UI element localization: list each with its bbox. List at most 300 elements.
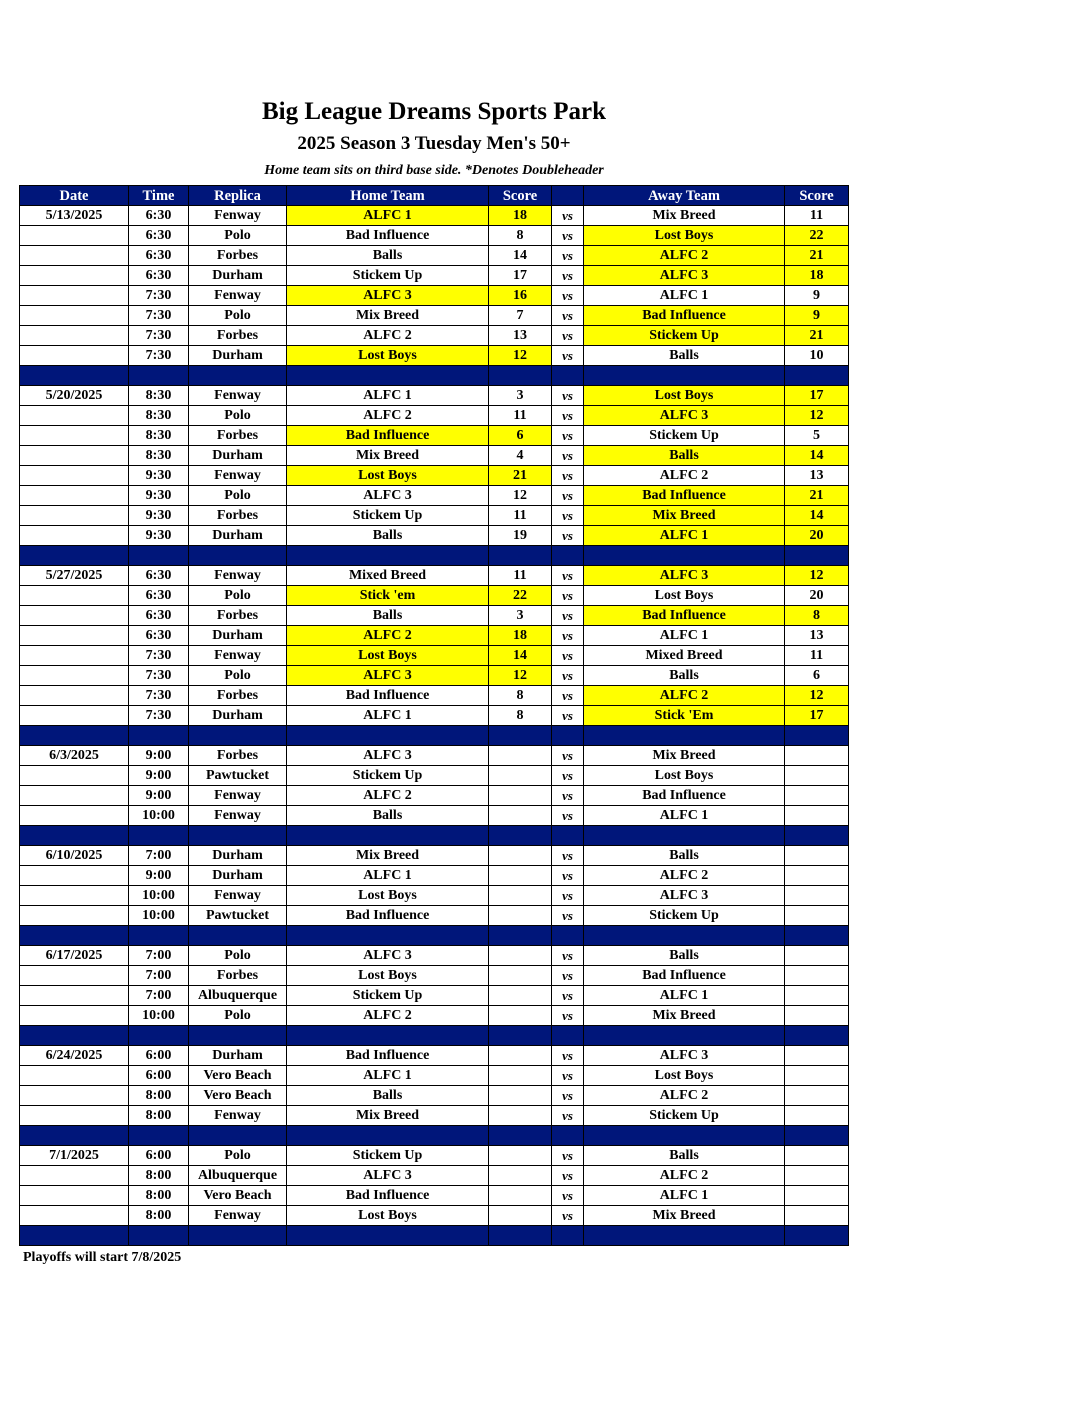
vs-cell: vs bbox=[552, 266, 584, 286]
away-score-cell bbox=[785, 766, 849, 786]
away-score-cell: 10 bbox=[785, 346, 849, 366]
table-row bbox=[20, 206, 849, 226]
replica-cell: Durham bbox=[189, 706, 287, 726]
home-team-cell: ALFC 2 bbox=[287, 1006, 489, 1026]
replica-cell: Fenway bbox=[189, 386, 287, 406]
col-header-time: Time bbox=[129, 186, 189, 206]
separator-cell bbox=[20, 926, 129, 946]
separator-cell bbox=[287, 366, 489, 386]
time-cell: 7:00 bbox=[129, 986, 189, 1006]
table-row bbox=[20, 286, 849, 306]
separator-cell bbox=[189, 1026, 287, 1046]
replica-cell: Forbes bbox=[189, 686, 287, 706]
date-cell bbox=[20, 666, 129, 686]
home-score-cell bbox=[489, 886, 552, 906]
date-cell bbox=[20, 1086, 129, 1106]
away-team-cell: Mix Breed bbox=[584, 206, 785, 226]
separator-cell bbox=[489, 926, 552, 946]
table-row bbox=[20, 266, 849, 286]
table-row bbox=[20, 906, 849, 926]
away-team-cell: Stickem Up bbox=[584, 426, 785, 446]
home-score-cell: 14 bbox=[489, 246, 552, 266]
separator-cell bbox=[584, 926, 785, 946]
date-cell: 6/3/2025 bbox=[20, 746, 129, 766]
away-team-cell: Bad Influence bbox=[584, 606, 785, 626]
date-cell bbox=[20, 226, 129, 246]
vs-cell: vs bbox=[552, 226, 584, 246]
away-score-cell: 20 bbox=[785, 586, 849, 606]
away-score-cell bbox=[785, 886, 849, 906]
home-score-cell: 22 bbox=[489, 586, 552, 606]
table-row bbox=[20, 426, 849, 446]
time-cell: 7:30 bbox=[129, 286, 189, 306]
replica-cell: Fenway bbox=[189, 1206, 287, 1226]
vs-cell: vs bbox=[552, 486, 584, 506]
away-team-cell: ALFC 1 bbox=[584, 1186, 785, 1206]
schedule-note: Home team sits on third base side. *Denotes Doubleheader bbox=[264, 163, 604, 178]
away-score-cell: 21 bbox=[785, 246, 849, 266]
separator-cell bbox=[489, 1026, 552, 1046]
away-team-cell: Mix Breed bbox=[584, 746, 785, 766]
table-row bbox=[20, 886, 849, 906]
vs-cell: vs bbox=[552, 206, 584, 226]
away-score-cell: 11 bbox=[785, 206, 849, 226]
away-score-cell bbox=[785, 1146, 849, 1166]
home-team-cell: Lost Boys bbox=[287, 966, 489, 986]
separator-cell bbox=[584, 546, 785, 566]
time-cell: 6:00 bbox=[129, 1066, 189, 1086]
playoffs-footer: Playoffs will start 7/8/2025 bbox=[23, 1250, 182, 1265]
away-team-cell: ALFC 1 bbox=[584, 806, 785, 826]
table-row bbox=[20, 1046, 849, 1066]
away-team-cell: ALFC 3 bbox=[584, 266, 785, 286]
home-score-cell bbox=[489, 1066, 552, 1086]
replica-cell: Forbes bbox=[189, 326, 287, 346]
away-team-cell: Bad Influence bbox=[584, 486, 785, 506]
separator-cell bbox=[287, 926, 489, 946]
date-cell bbox=[20, 1186, 129, 1206]
table-row bbox=[20, 846, 849, 866]
vs-cell: vs bbox=[552, 946, 584, 966]
table-row bbox=[20, 706, 849, 726]
separator-cell bbox=[584, 826, 785, 846]
home-score-cell: 18 bbox=[489, 626, 552, 646]
home-score-cell: 16 bbox=[489, 286, 552, 306]
vs-cell: vs bbox=[552, 806, 584, 826]
replica-cell: Pawtucket bbox=[189, 766, 287, 786]
time-cell: 6:00 bbox=[129, 1046, 189, 1066]
time-cell: 6:30 bbox=[129, 206, 189, 226]
replica-cell: Vero Beach bbox=[189, 1186, 287, 1206]
time-cell: 9:30 bbox=[129, 486, 189, 506]
home-team-cell: ALFC 1 bbox=[287, 386, 489, 406]
away-team-cell: ALFC 2 bbox=[584, 466, 785, 486]
home-score-cell: 3 bbox=[489, 386, 552, 406]
week-separator-row bbox=[20, 546, 849, 566]
home-team-cell: Mix Breed bbox=[287, 306, 489, 326]
date-cell bbox=[20, 626, 129, 646]
replica-cell: Polo bbox=[189, 226, 287, 246]
time-cell: 10:00 bbox=[129, 886, 189, 906]
time-cell: 7:00 bbox=[129, 966, 189, 986]
date-cell bbox=[20, 586, 129, 606]
away-score-cell bbox=[785, 986, 849, 1006]
away-score-cell: 21 bbox=[785, 486, 849, 506]
home-score-cell bbox=[489, 806, 552, 826]
separator-cell bbox=[287, 1026, 489, 1046]
home-score-cell bbox=[489, 1146, 552, 1166]
date-cell bbox=[20, 646, 129, 666]
separator-cell bbox=[189, 546, 287, 566]
date-cell: 6/17/2025 bbox=[20, 946, 129, 966]
time-cell: 8:30 bbox=[129, 446, 189, 466]
replica-cell: Forbes bbox=[189, 426, 287, 446]
away-team-cell: ALFC 3 bbox=[584, 1046, 785, 1066]
vs-cell: vs bbox=[552, 446, 584, 466]
home-team-cell: ALFC 1 bbox=[287, 706, 489, 726]
home-team-cell: Balls bbox=[287, 606, 489, 626]
home-score-cell bbox=[489, 746, 552, 766]
away-team-cell: ALFC 2 bbox=[584, 686, 785, 706]
vs-cell: vs bbox=[552, 866, 584, 886]
separator-cell bbox=[189, 726, 287, 746]
table-row bbox=[20, 1186, 849, 1206]
date-cell bbox=[20, 1206, 129, 1226]
away-score-cell bbox=[785, 966, 849, 986]
table-row bbox=[20, 1086, 849, 1106]
away-team-cell: ALFC 3 bbox=[584, 406, 785, 426]
table-row bbox=[20, 486, 849, 506]
date-cell bbox=[20, 966, 129, 986]
replica-cell: Forbes bbox=[189, 966, 287, 986]
date-cell bbox=[20, 1066, 129, 1086]
away-score-cell: 5 bbox=[785, 426, 849, 446]
table-row bbox=[20, 246, 849, 266]
away-score-cell: 14 bbox=[785, 506, 849, 526]
away-score-cell bbox=[785, 1206, 849, 1226]
vs-cell: vs bbox=[552, 966, 584, 986]
home-score-cell: 21 bbox=[489, 466, 552, 486]
table-row bbox=[20, 346, 849, 366]
week-separator-row bbox=[20, 366, 849, 386]
date-cell bbox=[20, 786, 129, 806]
date-cell: 5/13/2025 bbox=[20, 206, 129, 226]
replica-cell: Albuquerque bbox=[189, 986, 287, 1006]
time-cell: 8:30 bbox=[129, 426, 189, 446]
vs-cell: vs bbox=[552, 1166, 584, 1186]
replica-cell: Fenway bbox=[189, 646, 287, 666]
away-score-cell bbox=[785, 866, 849, 886]
vs-cell: vs bbox=[552, 346, 584, 366]
vs-cell: vs bbox=[552, 1186, 584, 1206]
home-team-cell: Bad Influence bbox=[287, 906, 489, 926]
away-team-cell: Lost Boys bbox=[584, 226, 785, 246]
home-score-cell bbox=[489, 766, 552, 786]
date-cell bbox=[20, 486, 129, 506]
col-header-away-score: Score bbox=[785, 186, 849, 206]
separator-cell bbox=[785, 1026, 849, 1046]
col-header-away-team: Away Team bbox=[584, 186, 785, 206]
replica-cell: Polo bbox=[189, 586, 287, 606]
away-score-cell bbox=[785, 1006, 849, 1026]
replica-cell: Durham bbox=[189, 266, 287, 286]
away-team-cell: ALFC 1 bbox=[584, 286, 785, 306]
away-team-cell: ALFC 1 bbox=[584, 986, 785, 1006]
time-cell: 8:30 bbox=[129, 406, 189, 426]
replica-cell: Polo bbox=[189, 486, 287, 506]
home-team-cell: Balls bbox=[287, 1086, 489, 1106]
home-score-cell bbox=[489, 1086, 552, 1106]
date-cell bbox=[20, 606, 129, 626]
time-cell: 8:00 bbox=[129, 1166, 189, 1186]
separator-cell bbox=[20, 1026, 129, 1046]
away-team-cell: Lost Boys bbox=[584, 1066, 785, 1086]
separator-cell bbox=[785, 1126, 849, 1146]
replica-cell: Durham bbox=[189, 346, 287, 366]
home-team-cell: Bad Influence bbox=[287, 1046, 489, 1066]
separator-cell bbox=[129, 1026, 189, 1046]
time-cell: 10:00 bbox=[129, 806, 189, 826]
away-team-cell: ALFC 2 bbox=[584, 866, 785, 886]
date-cell bbox=[20, 906, 129, 926]
replica-cell: Polo bbox=[189, 946, 287, 966]
vs-cell: vs bbox=[552, 766, 584, 786]
away-score-cell bbox=[785, 1046, 849, 1066]
home-score-cell bbox=[489, 1106, 552, 1126]
replica-cell: Polo bbox=[189, 666, 287, 686]
separator-cell bbox=[552, 726, 584, 746]
home-score-cell: 14 bbox=[489, 646, 552, 666]
date-cell: 5/27/2025 bbox=[20, 566, 129, 586]
away-score-cell bbox=[785, 1086, 849, 1106]
home-team-cell: Balls bbox=[287, 246, 489, 266]
vs-cell: vs bbox=[552, 746, 584, 766]
season-subtitle: 2025 Season 3 Tuesday Men's 50+ bbox=[297, 133, 571, 154]
home-score-cell bbox=[489, 786, 552, 806]
home-team-cell: ALFC 2 bbox=[287, 626, 489, 646]
vs-cell: vs bbox=[552, 1046, 584, 1066]
vs-cell: vs bbox=[552, 246, 584, 266]
home-team-cell: Stickem Up bbox=[287, 986, 489, 1006]
away-score-cell: 22 bbox=[785, 226, 849, 246]
replica-cell: Forbes bbox=[189, 246, 287, 266]
table-row bbox=[20, 1206, 849, 1226]
date-cell: 6/10/2025 bbox=[20, 846, 129, 866]
replica-cell: Fenway bbox=[189, 806, 287, 826]
home-score-cell bbox=[489, 946, 552, 966]
vs-cell: vs bbox=[552, 426, 584, 446]
home-team-cell: Stickem Up bbox=[287, 506, 489, 526]
separator-cell bbox=[129, 366, 189, 386]
schedule-table bbox=[19, 185, 849, 1246]
table-row bbox=[20, 746, 849, 766]
replica-cell: Durham bbox=[189, 846, 287, 866]
home-team-cell: Mix Breed bbox=[287, 846, 489, 866]
away-team-cell: ALFC 2 bbox=[584, 246, 785, 266]
table-row bbox=[20, 1006, 849, 1026]
home-team-cell: Stickem Up bbox=[287, 1146, 489, 1166]
separator-cell bbox=[129, 546, 189, 566]
away-score-cell: 12 bbox=[785, 686, 849, 706]
away-team-cell: Bad Influence bbox=[584, 966, 785, 986]
vs-cell: vs bbox=[552, 566, 584, 586]
home-score-cell: 11 bbox=[489, 506, 552, 526]
replica-cell: Forbes bbox=[189, 746, 287, 766]
home-score-cell: 8 bbox=[489, 706, 552, 726]
col-header-replica: Replica bbox=[189, 186, 287, 206]
home-score-cell bbox=[489, 846, 552, 866]
time-cell: 9:00 bbox=[129, 746, 189, 766]
away-score-cell bbox=[785, 1106, 849, 1126]
home-score-cell: 12 bbox=[489, 486, 552, 506]
separator-cell bbox=[189, 1126, 287, 1146]
separator-cell bbox=[287, 546, 489, 566]
table-row bbox=[20, 586, 849, 606]
replica-cell: Fenway bbox=[189, 1106, 287, 1126]
table-row bbox=[20, 226, 849, 246]
home-score-cell bbox=[489, 1046, 552, 1066]
time-cell: 7:30 bbox=[129, 646, 189, 666]
vs-cell: vs bbox=[552, 386, 584, 406]
date-cell bbox=[20, 246, 129, 266]
away-score-cell bbox=[785, 786, 849, 806]
separator-cell bbox=[129, 1226, 189, 1246]
table-row bbox=[20, 406, 849, 426]
vs-cell: vs bbox=[552, 326, 584, 346]
home-team-cell: ALFC 2 bbox=[287, 786, 489, 806]
vs-cell: vs bbox=[552, 306, 584, 326]
table-row bbox=[20, 606, 849, 626]
vs-cell: vs bbox=[552, 646, 584, 666]
away-score-cell: 12 bbox=[785, 566, 849, 586]
away-score-cell: 17 bbox=[785, 386, 849, 406]
home-score-cell: 4 bbox=[489, 446, 552, 466]
date-cell bbox=[20, 306, 129, 326]
separator-cell bbox=[20, 1226, 129, 1246]
schedule-body bbox=[20, 206, 849, 1246]
date-cell: 5/20/2025 bbox=[20, 386, 129, 406]
separator-cell bbox=[785, 726, 849, 746]
away-team-cell: Stickem Up bbox=[584, 326, 785, 346]
separator-cell bbox=[20, 1126, 129, 1146]
home-team-cell: Stick 'em bbox=[287, 586, 489, 606]
time-cell: 10:00 bbox=[129, 906, 189, 926]
away-score-cell bbox=[785, 746, 849, 766]
vs-cell: vs bbox=[552, 606, 584, 626]
time-cell: 6:30 bbox=[129, 246, 189, 266]
date-cell bbox=[20, 986, 129, 1006]
date-cell bbox=[20, 466, 129, 486]
home-team-cell: Bad Influence bbox=[287, 226, 489, 246]
week-separator-row bbox=[20, 826, 849, 846]
date-cell bbox=[20, 326, 129, 346]
away-team-cell: Bad Influence bbox=[584, 306, 785, 326]
separator-cell bbox=[129, 1126, 189, 1146]
separator-cell bbox=[189, 366, 287, 386]
time-cell: 7:30 bbox=[129, 706, 189, 726]
time-cell: 6:00 bbox=[129, 1146, 189, 1166]
time-cell: 6:30 bbox=[129, 606, 189, 626]
home-score-cell bbox=[489, 1206, 552, 1226]
time-cell: 10:00 bbox=[129, 1006, 189, 1026]
away-score-cell bbox=[785, 1166, 849, 1186]
replica-cell: Durham bbox=[189, 626, 287, 646]
date-cell bbox=[20, 866, 129, 886]
away-score-cell: 11 bbox=[785, 646, 849, 666]
home-score-cell: 11 bbox=[489, 566, 552, 586]
separator-cell bbox=[129, 926, 189, 946]
vs-cell: vs bbox=[552, 986, 584, 1006]
date-cell bbox=[20, 266, 129, 286]
away-team-cell: Balls bbox=[584, 666, 785, 686]
table-row bbox=[20, 766, 849, 786]
replica-cell: Fenway bbox=[189, 206, 287, 226]
home-team-cell: Mix Breed bbox=[287, 1106, 489, 1126]
table-row bbox=[20, 526, 849, 546]
time-cell: 9:30 bbox=[129, 466, 189, 486]
time-cell: 6:30 bbox=[129, 266, 189, 286]
home-score-cell bbox=[489, 986, 552, 1006]
separator-cell bbox=[552, 366, 584, 386]
separator-cell bbox=[189, 1226, 287, 1246]
date-cell bbox=[20, 1106, 129, 1126]
separator-cell bbox=[552, 926, 584, 946]
home-score-cell: 3 bbox=[489, 606, 552, 626]
table-row bbox=[20, 506, 849, 526]
week-separator-row bbox=[20, 926, 849, 946]
away-team-cell: Balls bbox=[584, 946, 785, 966]
col-header-home-score: Score bbox=[489, 186, 552, 206]
vs-cell: vs bbox=[552, 1066, 584, 1086]
home-score-cell: 19 bbox=[489, 526, 552, 546]
away-score-cell: 12 bbox=[785, 406, 849, 426]
date-cell bbox=[20, 686, 129, 706]
separator-cell bbox=[785, 826, 849, 846]
date-cell bbox=[20, 446, 129, 466]
table-row bbox=[20, 566, 849, 586]
home-score-cell bbox=[489, 906, 552, 926]
vs-cell: vs bbox=[552, 886, 584, 906]
away-score-cell bbox=[785, 846, 849, 866]
replica-cell: Forbes bbox=[189, 506, 287, 526]
time-cell: 7:30 bbox=[129, 326, 189, 346]
away-team-cell: ALFC 1 bbox=[584, 626, 785, 646]
home-team-cell: ALFC 3 bbox=[287, 286, 489, 306]
separator-cell bbox=[287, 726, 489, 746]
separator-cell bbox=[287, 826, 489, 846]
home-score-cell: 18 bbox=[489, 206, 552, 226]
vs-cell: vs bbox=[552, 786, 584, 806]
page-title: Big League Dreams Sports Park bbox=[262, 98, 606, 125]
table-row bbox=[20, 326, 849, 346]
separator-cell bbox=[584, 1026, 785, 1046]
home-score-cell bbox=[489, 1166, 552, 1186]
time-cell: 6:30 bbox=[129, 586, 189, 606]
vs-cell: vs bbox=[552, 906, 584, 926]
away-score-cell: 9 bbox=[785, 286, 849, 306]
home-score-cell: 8 bbox=[489, 686, 552, 706]
home-team-cell: Lost Boys bbox=[287, 646, 489, 666]
table-row bbox=[20, 466, 849, 486]
away-score-cell bbox=[785, 1066, 849, 1086]
date-cell bbox=[20, 1166, 129, 1186]
table-row bbox=[20, 446, 849, 466]
col-header-vs bbox=[552, 186, 584, 206]
time-cell: 8:00 bbox=[129, 1186, 189, 1206]
replica-cell: Polo bbox=[189, 1006, 287, 1026]
home-team-cell: Bad Influence bbox=[287, 1186, 489, 1206]
replica-cell: Durham bbox=[189, 866, 287, 886]
